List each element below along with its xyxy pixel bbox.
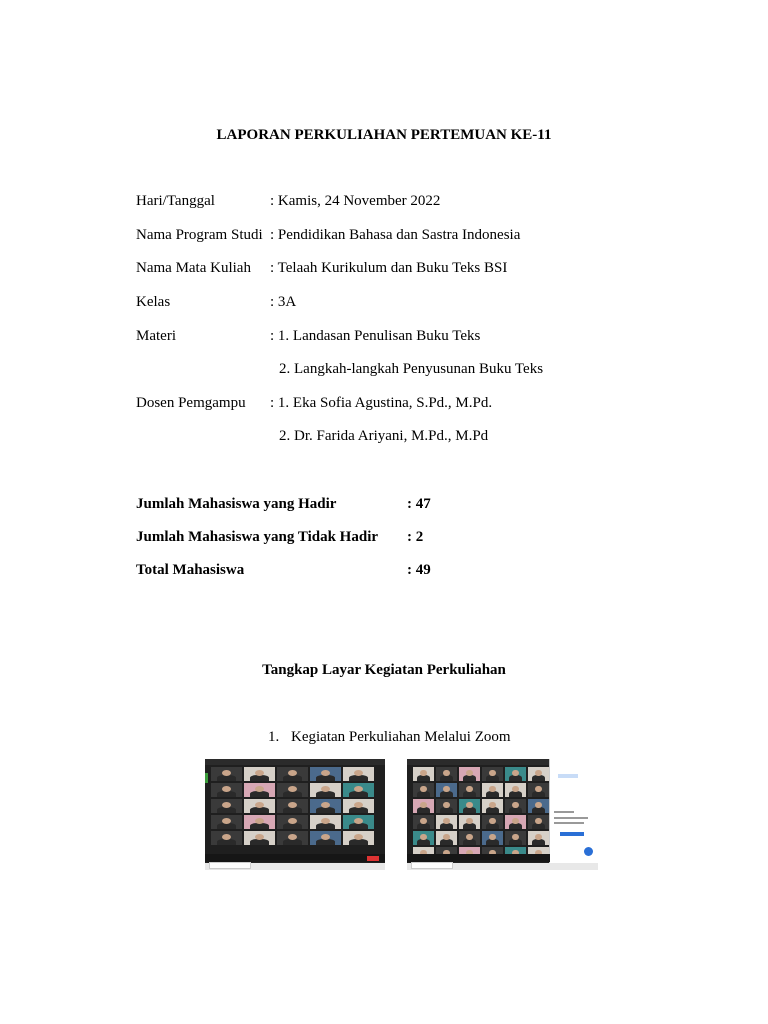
participant-body — [463, 807, 476, 813]
participant-body — [486, 775, 499, 781]
info-label: Materi — [136, 328, 176, 344]
participant-video-tile — [482, 831, 503, 845]
participant-body — [217, 807, 236, 813]
participant-video-tile — [505, 783, 526, 797]
participant-video-tile — [482, 815, 503, 829]
participant-body — [283, 823, 302, 829]
participant-video-tile — [277, 815, 308, 829]
participant-body — [440, 791, 453, 797]
participant-video-tile — [482, 767, 503, 781]
participant-video-tile — [211, 831, 242, 845]
taskbar-search — [411, 862, 453, 869]
participant-video-tile — [310, 767, 341, 781]
participant-face — [466, 770, 472, 776]
info-label: Hari/Tanggal — [136, 193, 215, 209]
participant-video-tile — [277, 799, 308, 813]
participant-video-tile — [244, 815, 275, 829]
participant-body — [463, 823, 476, 829]
participant-video-tile — [459, 767, 480, 781]
participant-face — [420, 818, 426, 824]
participant-body — [532, 791, 545, 797]
participant-body — [417, 775, 430, 781]
info-value: : Pendidikan Bahasa dan Sastra Indonesia — [270, 227, 521, 243]
participant-face — [512, 802, 518, 808]
participant-video-tile — [505, 767, 526, 781]
taskbar-search — [209, 862, 251, 869]
panel-text-line — [554, 817, 588, 819]
participant-video-tile — [436, 815, 457, 829]
participant-video-tile — [343, 831, 374, 845]
participant-face — [489, 770, 495, 776]
participant-body — [316, 823, 335, 829]
participant-face — [489, 834, 495, 840]
participant-face — [443, 786, 449, 792]
participant-video-tile — [482, 799, 503, 813]
panel-button — [560, 832, 584, 836]
participant-body — [417, 823, 430, 829]
taskbar — [205, 863, 385, 870]
attendance-label: Total Mahasiswa — [136, 562, 245, 578]
participant-face — [420, 770, 426, 776]
info-value: : 1. Eka Sofia Agustina, S.Pd., M.Pd. — [270, 395, 493, 411]
participant-body — [417, 807, 430, 813]
side-panel — [549, 759, 598, 863]
participant-video-tile — [413, 767, 434, 781]
participant-video-tile — [244, 783, 275, 797]
participant-body — [349, 791, 368, 797]
panel-help-icon — [584, 847, 593, 856]
screenshots-heading: Tangkap Layar Kegiatan Perkuliahan — [262, 662, 506, 678]
participant-body — [283, 807, 302, 813]
participant-body — [463, 775, 476, 781]
participant-face — [443, 834, 449, 840]
participant-video-tile — [505, 815, 526, 829]
participant-body — [486, 823, 499, 829]
info-value: : 3A — [270, 294, 297, 310]
participant-body — [283, 839, 302, 845]
participant-body — [250, 823, 269, 829]
meeting-controls — [407, 854, 550, 862]
participant-body — [532, 823, 545, 829]
participant-video-tile — [310, 783, 341, 797]
participant-face — [466, 834, 472, 840]
participant-video-tile — [277, 783, 308, 797]
participant-face — [535, 786, 541, 792]
info-label: Dosen Pemgampu — [136, 395, 246, 411]
participant-body — [349, 823, 368, 829]
participant-body — [463, 839, 476, 845]
participant-body — [509, 775, 522, 781]
participant-body — [316, 791, 335, 797]
participant-video-tile — [211, 783, 242, 797]
participant-body — [316, 807, 335, 813]
participant-face — [535, 834, 541, 840]
participant-video-tile — [459, 799, 480, 813]
participant-video-tile — [413, 815, 434, 829]
participant-body — [250, 791, 269, 797]
participant-face — [443, 802, 449, 808]
participant-video-tile — [211, 815, 242, 829]
info-lecturer-continuation: 2. Dr. Farida Ariyani, M.Pd., M.Pd — [279, 428, 489, 444]
participant-body — [486, 791, 499, 797]
participant-video-tile — [459, 783, 480, 797]
participant-body — [509, 807, 522, 813]
participant-video-tile — [343, 815, 374, 829]
participant-video-tile — [413, 831, 434, 845]
participant-video-tile — [413, 799, 434, 813]
participant-video-tile — [211, 767, 242, 781]
participant-video-tile — [211, 799, 242, 813]
participant-video-tile — [310, 799, 341, 813]
participant-body — [440, 775, 453, 781]
participant-face — [489, 818, 495, 824]
participant-body — [509, 839, 522, 845]
panel-chip — [558, 774, 578, 778]
participant-face — [535, 770, 541, 776]
participant-body — [217, 775, 236, 781]
participant-body — [417, 839, 430, 845]
participant-body — [316, 839, 335, 845]
participant-body — [486, 807, 499, 813]
participant-body — [440, 823, 453, 829]
participant-video-tile — [459, 815, 480, 829]
info-label: Kelas — [136, 294, 171, 310]
participant-video-tile — [482, 783, 503, 797]
attendance-label: Jumlah Mahasiswa yang Tidak Hadir — [136, 529, 379, 545]
participant-video-tile — [277, 767, 308, 781]
participant-video-tile — [310, 815, 341, 829]
participant-face — [489, 786, 495, 792]
list-text: Kegiatan Perkuliahan Melalui Zoom — [291, 729, 511, 745]
participant-body — [440, 839, 453, 845]
participant-body — [532, 775, 545, 781]
participant-face — [489, 802, 495, 808]
participant-face — [512, 786, 518, 792]
participant-body — [316, 775, 335, 781]
participant-face — [512, 834, 518, 840]
participant-video-tile — [528, 767, 549, 781]
taskbar — [407, 863, 598, 870]
participant-face — [443, 818, 449, 824]
info-label: Nama Program Studi — [136, 227, 263, 243]
participant-face — [535, 802, 541, 808]
participant-face — [466, 786, 472, 792]
participant-video-tile — [436, 783, 457, 797]
attendance-value: : 2 — [407, 529, 424, 545]
participant-video-tile — [459, 831, 480, 845]
participant-video-tile — [528, 815, 549, 829]
participant-video-tile — [244, 767, 275, 781]
video-grid — [211, 767, 374, 845]
participant-body — [217, 791, 236, 797]
participant-body — [349, 775, 368, 781]
participant-body — [283, 791, 302, 797]
participant-video-tile — [277, 831, 308, 845]
window-titlebar — [205, 759, 385, 765]
attendance-value: : 49 — [407, 562, 431, 578]
participant-video-tile — [343, 767, 374, 781]
meeting-controls — [205, 854, 385, 862]
participant-video-tile — [413, 783, 434, 797]
panel-text-line — [554, 822, 584, 824]
participant-face — [466, 802, 472, 808]
attendance-label: Jumlah Mahasiswa yang Hadir — [136, 496, 337, 512]
panel-text-line — [554, 811, 574, 813]
participant-video-tile — [436, 799, 457, 813]
participant-body — [509, 823, 522, 829]
participant-face — [420, 834, 426, 840]
participant-body — [532, 839, 545, 845]
zoom-screenshot-gallery — [205, 759, 385, 870]
info-label: Nama Mata Kuliah — [136, 260, 251, 276]
participant-body — [250, 807, 269, 813]
participant-video-tile — [343, 799, 374, 813]
participant-video-tile — [436, 831, 457, 845]
participant-face — [535, 818, 541, 824]
participant-face — [443, 770, 449, 776]
participant-body — [217, 839, 236, 845]
participant-body — [349, 807, 368, 813]
status-marker — [205, 773, 208, 783]
participant-video-tile — [528, 799, 549, 813]
participant-body — [463, 791, 476, 797]
participant-body — [440, 807, 453, 813]
zoom-screenshot-with-panel — [407, 759, 598, 870]
participant-video-tile — [310, 831, 341, 845]
info-value: : 1. Landasan Penulisan Buku Teks — [270, 328, 481, 344]
video-grid — [413, 767, 549, 861]
participant-body — [217, 823, 236, 829]
participant-video-tile — [343, 783, 374, 797]
participant-face — [420, 802, 426, 808]
participant-face — [512, 770, 518, 776]
participant-face — [420, 786, 426, 792]
info-value: : Kamis, 24 November 2022 — [270, 193, 441, 209]
end-meeting-button — [367, 856, 379, 861]
participant-video-tile — [436, 767, 457, 781]
participant-body — [532, 807, 545, 813]
attendance-value: : 47 — [407, 496, 431, 512]
participant-video-tile — [528, 783, 549, 797]
participant-video-tile — [528, 831, 549, 845]
participant-body — [283, 775, 302, 781]
info-value: : Telaah Kurikulum dan Buku Teks BSI — [270, 260, 508, 276]
participant-face — [512, 818, 518, 824]
participant-body — [417, 791, 430, 797]
participant-video-tile — [244, 799, 275, 813]
participant-video-tile — [505, 799, 526, 813]
participant-video-tile — [244, 831, 275, 845]
info-material-continuation: 2. Langkah-langkah Penyusunan Buku Teks — [279, 361, 544, 377]
list-number: 1. — [268, 729, 280, 745]
participant-body — [486, 839, 499, 845]
page-title: LAPORAN PERKULIAHAN PERTEMUAN KE-11 — [216, 127, 552, 143]
participant-face — [466, 818, 472, 824]
participant-body — [250, 839, 269, 845]
participant-video-tile — [505, 831, 526, 845]
participant-body — [509, 791, 522, 797]
participant-body — [349, 839, 368, 845]
participant-body — [250, 775, 269, 781]
